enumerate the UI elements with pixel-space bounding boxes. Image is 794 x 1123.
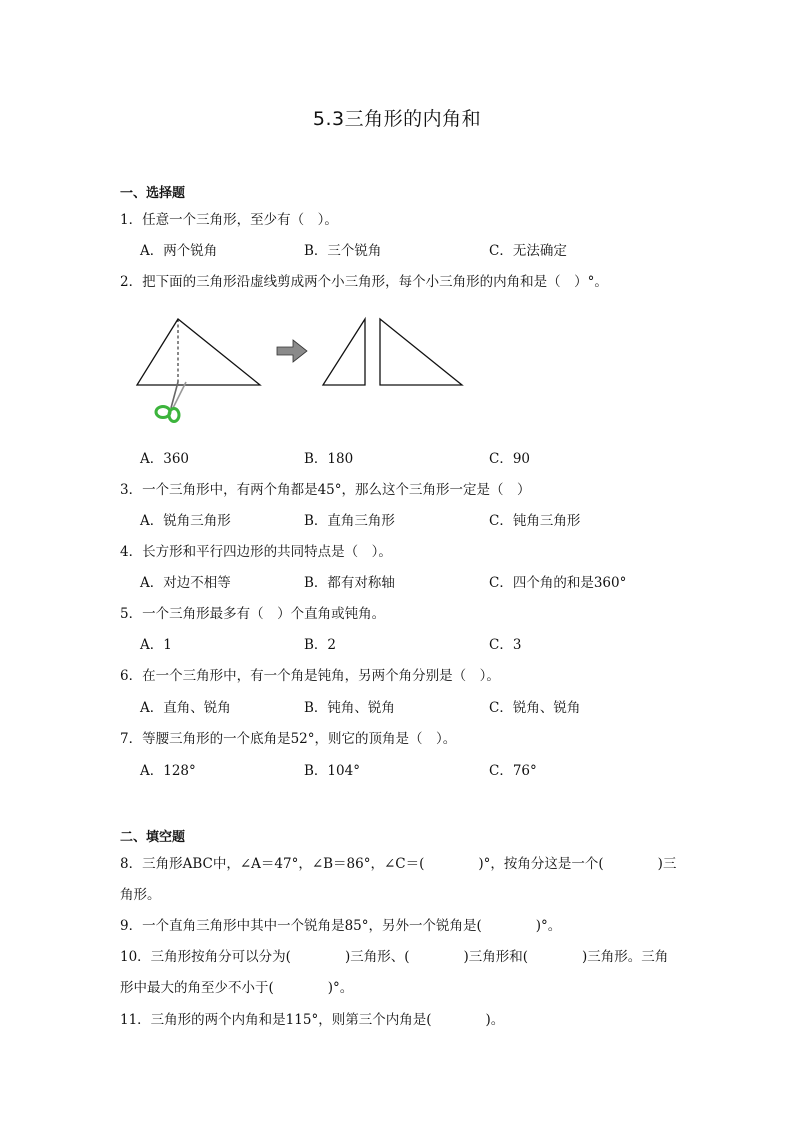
question-5-options bbox=[140, 633, 700, 651]
question-3-option-a: A．锐角三角形 bbox=[140, 513, 231, 529]
question-4-option-a: A．对边不相等 bbox=[140, 575, 231, 591]
cut-triangles bbox=[323, 319, 462, 385]
question-2-option-b: B．180 bbox=[304, 451, 354, 467]
question-2-stem: 2．把下面的三角形沿虚线剪成两个小三角形，每个小三角形的内角和是（ ）°。 bbox=[120, 274, 608, 290]
right-arrow-icon bbox=[277, 340, 307, 362]
question-8-line-2: 角形。 bbox=[120, 887, 161, 903]
question-10-line-2: 形中最大的角至少不小于( )°。 bbox=[120, 980, 354, 996]
question-8-line-1: 8．三角形ABC中，∠A＝47°，∠B＝86°，∠C＝( )°，按角分这是一个( )三 bbox=[120, 856, 677, 872]
question-9: 9．一个直角三角形中其中一个锐角是85°，另外一个锐角是( )°。 bbox=[120, 918, 562, 934]
question-5-option-a: A．1 bbox=[140, 637, 172, 653]
question-1-stem: 1．任意一个三角形，至少有（ ）。 bbox=[120, 212, 338, 228]
question-5-stem: 5．一个三角形最多有（ ）个直角或钝角。 bbox=[120, 606, 386, 622]
question-6-option-b: B．钝角、锐角 bbox=[304, 700, 395, 716]
section-heading-choice: 一、选择题 bbox=[120, 186, 186, 201]
question-1-option-c: C．无法确定 bbox=[489, 243, 567, 259]
triangle-cut-figure bbox=[130, 312, 470, 432]
question-7-option-b: B．104° bbox=[304, 763, 360, 779]
question-3-option-b: B．直角三角形 bbox=[304, 513, 395, 529]
scissors-icon bbox=[156, 382, 186, 422]
question-2-options bbox=[140, 447, 700, 465]
question-10-line-1: 10．三角形按角分可以分为( )三角形、( )三角形和( )三角形。三角 bbox=[120, 949, 669, 965]
question-7-options bbox=[140, 759, 700, 777]
question-3-options bbox=[140, 509, 700, 527]
question-4-options bbox=[140, 571, 700, 589]
question-5-option-c: C．3 bbox=[489, 637, 522, 653]
section-heading-fill: 二、填空题 bbox=[120, 830, 186, 845]
question-3-stem: 3．一个三角形中，有两个角都是45°，那么这个三角形一定是（ ） bbox=[120, 482, 531, 498]
question-7-option-a: A．128° bbox=[140, 763, 196, 779]
question-6-options bbox=[140, 696, 700, 714]
question-2-option-a: A．360 bbox=[140, 451, 190, 467]
question-3-option-c: C．钝角三角形 bbox=[489, 513, 581, 529]
page-title: 5.3三角形的内角和 bbox=[312, 108, 482, 130]
question-4-option-c: C．四个角的和是360° bbox=[489, 575, 627, 591]
original-triangle bbox=[137, 319, 260, 385]
question-4-stem: 4．长方形和平行四边形的共同特点是（ ）。 bbox=[120, 544, 392, 560]
question-5-option-b: B．2 bbox=[304, 637, 337, 653]
question-7-stem: 7．等腰三角形的一个底角是52°，则它的顶角是（ ）。 bbox=[120, 731, 457, 747]
question-7-option-c: C．76° bbox=[489, 763, 537, 779]
question-1-option-b: B．三个锐角 bbox=[304, 243, 382, 259]
question-2-option-c: C．90 bbox=[489, 451, 531, 467]
question-6-option-a: A．直角、锐角 bbox=[140, 700, 231, 716]
question-11: 11．三角形的两个内角和是115°，则第三个内角是( )。 bbox=[120, 1012, 505, 1028]
question-1-option-a: A．两个锐角 bbox=[140, 243, 218, 259]
question-4-option-b: B．都有对称轴 bbox=[304, 575, 395, 591]
question-6-stem: 6．在一个三角形中，有一个角是钝角，另两个角分别是（ ）。 bbox=[120, 668, 500, 684]
question-1-options bbox=[140, 239, 700, 257]
question-6-option-c: C．锐角、锐角 bbox=[489, 700, 581, 716]
